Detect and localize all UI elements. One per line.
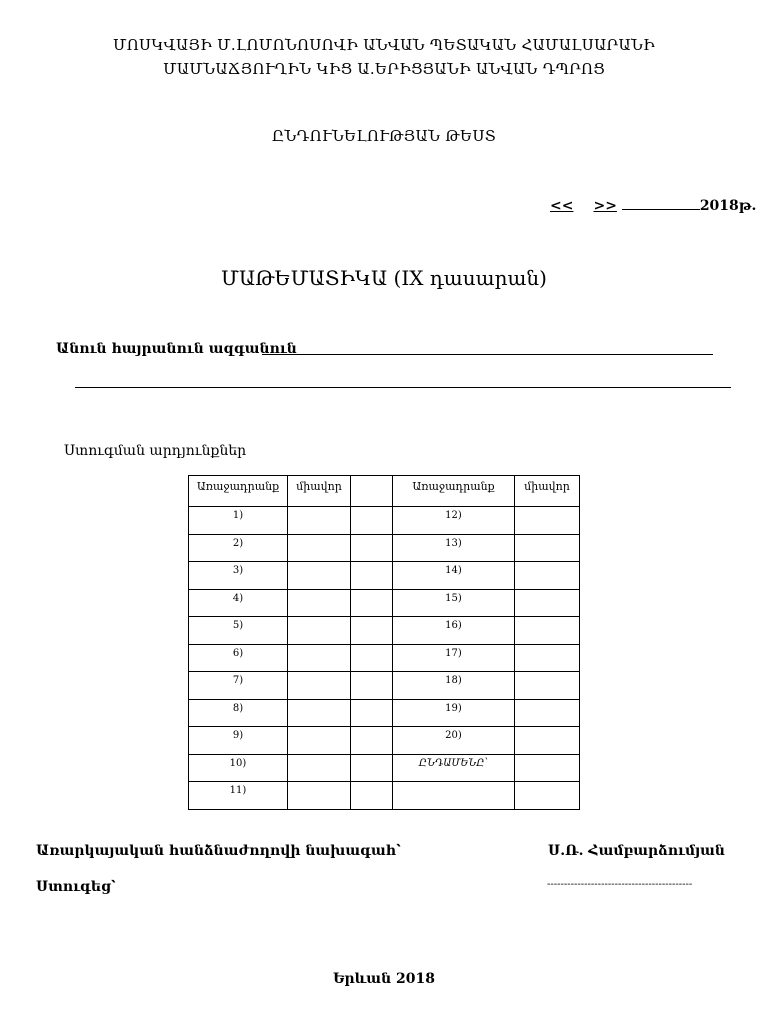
results-label: Ստուգման արդյունքներ	[64, 443, 247, 459]
task-number: 20)	[393, 727, 515, 755]
score-cell[interactable]	[288, 617, 351, 645]
name-line-continued[interactable]	[75, 387, 731, 388]
task-number: 8)	[189, 699, 288, 727]
task-number: 19)	[393, 699, 515, 727]
score-cell[interactable]	[288, 507, 351, 535]
institution-line-2: ՄԱՄՆԱՃՅՈՒՂԻՆ ԿԻՑ Ա.ԵՐԻՑՅԱՆԻ ԱՆՎԱՆ ԴՊՐՈՑ	[163, 60, 605, 78]
header-points-2: միավոր	[515, 476, 580, 507]
empty-cell	[393, 782, 515, 810]
score-cell[interactable]	[515, 562, 580, 590]
score-cell[interactable]	[288, 699, 351, 727]
task-number: 14)	[393, 562, 515, 590]
spacer-cell	[351, 617, 393, 645]
header-empty	[351, 476, 393, 507]
spacer-cell	[351, 534, 393, 562]
name-label: Անուն հայրանուն ազգանուն	[56, 341, 297, 357]
table-row	[189, 644, 580, 672]
task-number: 6)	[189, 644, 288, 672]
task-number: 3)	[189, 562, 288, 590]
date-open: <<	[550, 198, 574, 214]
header-task-2: Առաջադրանք	[393, 476, 515, 507]
table-header-row	[189, 476, 580, 507]
task-number: 4)	[189, 589, 288, 617]
score-cell[interactable]	[288, 727, 351, 755]
date-blank	[622, 197, 700, 210]
checked-line[interactable]: -------------------------------------------	[547, 879, 693, 890]
date-year: 2018թ.	[699, 198, 757, 214]
table-row	[189, 672, 580, 700]
chair-label: Առարկայական հանձնաժողովի նախագահ՝	[36, 843, 401, 859]
score-cell[interactable]	[515, 727, 580, 755]
score-cell[interactable]	[288, 754, 351, 782]
empty-cell	[515, 782, 580, 810]
table-row	[189, 562, 580, 590]
score-cell[interactable]	[288, 534, 351, 562]
city-year: Երևան 2018	[333, 971, 435, 987]
score-cell[interactable]	[288, 782, 351, 810]
task-number: 17)	[393, 644, 515, 672]
score-cell[interactable]	[515, 672, 580, 700]
chair-name: Ս.Ռ. Համբարձումյան	[548, 843, 725, 859]
table-row	[189, 699, 580, 727]
score-cell[interactable]	[288, 672, 351, 700]
test-title: ԸՆԴՈՒՆԵԼՈՒԹՅԱՆ ԹԵՍՏ	[271, 127, 497, 145]
total-score-cell[interactable]	[515, 754, 580, 782]
task-number: 9)	[189, 727, 288, 755]
task-number: 16)	[393, 617, 515, 645]
spacer-cell	[351, 644, 393, 672]
total-label: ԸՆԴԱՄԵՆԸ՝	[393, 754, 515, 782]
header-points: միավոր	[288, 476, 351, 507]
task-number: 18)	[393, 672, 515, 700]
score-cell[interactable]	[515, 699, 580, 727]
spacer-cell	[351, 727, 393, 755]
table-row	[189, 617, 580, 645]
spacer-cell	[351, 672, 393, 700]
task-number: 15)	[393, 589, 515, 617]
task-number: 5)	[189, 617, 288, 645]
task-number: 13)	[393, 534, 515, 562]
table-row	[189, 782, 580, 810]
spacer-cell	[351, 754, 393, 782]
task-number: 7)	[189, 672, 288, 700]
spacer-cell	[351, 589, 393, 617]
institution-line-1: ՄՈՍԿՎԱՅԻ Մ.ԼՈՄՈՆՈՍՈՎԻ ԱՆՎԱՆ ՊԵՏԱԿԱՆ ՀԱՄԱԼՍԱՐԱՆԻ	[113, 36, 655, 54]
checked-label: Ստուգեց՝	[36, 879, 116, 895]
task-number: 1)	[189, 507, 288, 535]
table-row	[189, 727, 580, 755]
subject-title: ՄԱԹԵՄԱՏԻԿԱ (IX դասարան)	[221, 266, 547, 290]
score-cell[interactable]	[515, 644, 580, 672]
name-line[interactable]	[262, 354, 713, 355]
task-number: 12)	[393, 507, 515, 535]
spacer-cell	[351, 562, 393, 590]
table-row	[189, 534, 580, 562]
spacer-cell	[351, 699, 393, 727]
task-number: 11)	[189, 782, 288, 810]
table-row	[189, 589, 580, 617]
header-task: Առաջադրանք	[189, 476, 288, 507]
date-line	[550, 197, 756, 214]
table-row	[189, 754, 580, 782]
spacer-cell	[351, 782, 393, 810]
task-number: 2)	[189, 534, 288, 562]
score-cell[interactable]	[288, 589, 351, 617]
table-row	[189, 507, 580, 535]
score-cell[interactable]	[515, 507, 580, 535]
spacer-cell	[351, 507, 393, 535]
results-table	[188, 475, 580, 810]
score-cell[interactable]	[515, 589, 580, 617]
date-close: >>	[593, 198, 617, 214]
score-cell[interactable]	[288, 644, 351, 672]
score-cell[interactable]	[515, 617, 580, 645]
score-cell[interactable]	[288, 562, 351, 590]
task-number: 10)	[189, 754, 288, 782]
score-cell[interactable]	[515, 534, 580, 562]
